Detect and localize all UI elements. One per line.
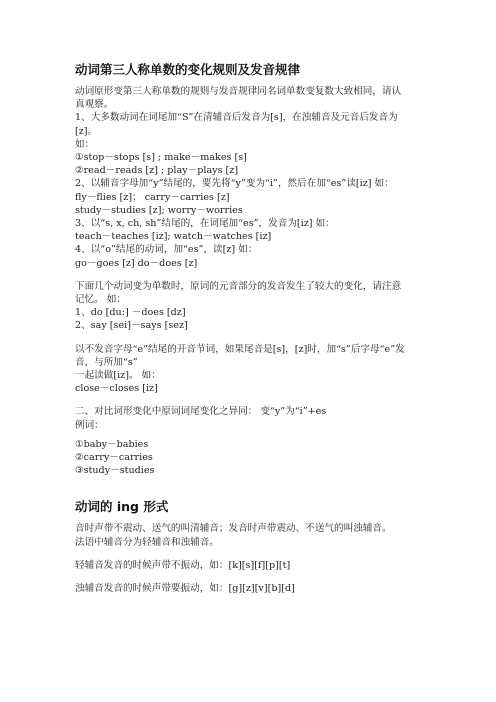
change-intro: 下面几个动词变为单数时，原词的元音部分的发音发生了较大的变化，请注意记忆。 如：	[75, 280, 402, 306]
paragraph-gap	[75, 333, 407, 343]
rule-line: 3、以“s, x, ch, sh”结尾的，在词尾加“es”，发音为[iz] 如：	[75, 218, 335, 230]
compare-item: ①baby－babies	[75, 438, 149, 450]
rule-line: 2、以辅音字母加“y”结尾的，要先将“y”变为“i”，然后在加“es”读[iz] 如：	[75, 178, 394, 190]
page-title: 动词第三人称单数的变化规则及发音规律	[75, 62, 301, 77]
rule-line: ②read－reads [z] ; play－plays [z]	[75, 165, 239, 177]
paragraph-gap	[75, 549, 407, 559]
paragraph-gap	[75, 270, 407, 280]
silent-e-example: close－closes [iz]	[75, 383, 158, 395]
rule-line: ①stop－stops [s] ; make－makes [s]	[75, 152, 247, 164]
document-page	[75, 62, 407, 595]
paragraph-gap	[75, 572, 407, 582]
compare-item: ②carry－carries	[75, 452, 153, 464]
voiced-line: 浊辅音发音的时候声带要振动，如：[g][z][v][b][d]	[75, 583, 295, 595]
change-item: 1、do [du:] －does [dz]	[75, 307, 186, 319]
rule-line: 1、大多数动词在词尾加“S”在清辅音后发音为[s]，在浊辅音及元音后发音为 [z]。	[75, 112, 398, 137]
rule-line: study－studies [z]; worry－worries	[75, 204, 243, 216]
intro-paragraph: 动词原形变第三人称单数的规则与发音规律同名词单数变复数大致相同，请认真观察。	[75, 86, 402, 111]
rule-line: 如：	[75, 138, 95, 150]
section-title: 动词的 ing 形式	[75, 499, 169, 515]
paragraph-gap	[75, 395, 407, 405]
silent-e-intro: 以不发音字母“e”结尾的开音节词，如果尾音是[s]，[z]时，加“s”后字母“e”发音，与所加“s”	[75, 343, 405, 368]
voiceless-line: 轻辅音发音的时候声带不振动，如：[k][s][f][p][t]	[75, 559, 291, 571]
compare-label: 例词：	[75, 419, 104, 431]
rule-line: go－goes [z] do－does [z]	[75, 257, 198, 269]
rule-line: fly－flies [z]； carry－carries [z]	[75, 191, 230, 203]
change-item: 2、say [sei]－says [sez]	[75, 320, 188, 332]
section-gap	[75, 477, 407, 499]
compare-line: 二、对比词形变化中原词词尾变化之异同： 变“y”为“i”+es	[75, 406, 327, 418]
body-line: 法语中辅音分为轻辅音和浊辅音。	[75, 536, 219, 548]
rule-line: 4、以“o”结尾的动词，加“es”，读[z] 如：	[75, 244, 258, 256]
silent-e-line: 一起读做[iz]。 如：	[75, 370, 161, 382]
compare-item: ③study－studies	[75, 465, 155, 477]
body-line: 音时声带不震动、送气的叫清辅音；发音时声带震动、不送气的叫浊辅音。	[75, 523, 392, 535]
rule-line: teach－teaches [iz]; watch－watches [iz]	[75, 231, 272, 243]
